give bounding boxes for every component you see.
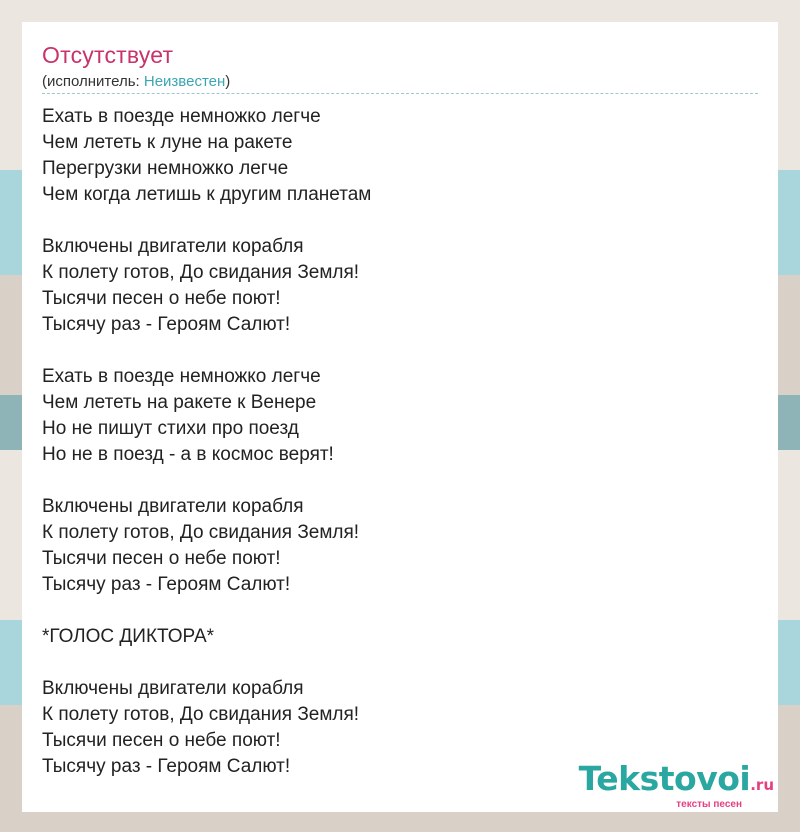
lyric-line: Перегрузки немножко легче (42, 158, 289, 179)
lyric-line: Тысячи песен о небе поют! (42, 288, 281, 309)
lyric-line: Ехать в поезде немножко легче (42, 366, 321, 387)
lyric-line (42, 650, 758, 676)
lyric-line: Но не в поезд - а в космос верят! (42, 444, 334, 465)
artist-line (42, 73, 230, 90)
logo-tagline: тексты песен (676, 799, 742, 810)
artist-link[interactable]: Неизвестен (143, 73, 226, 90)
lyric-line: Чем когда летишь к другим планетам (42, 184, 372, 205)
title-divider (42, 93, 758, 94)
lyric-line: Но не пишут стихи про поезд (42, 418, 299, 439)
song-title: Отсутствует (42, 42, 174, 68)
lyric-line (42, 598, 758, 624)
lyric-line: Включены двигатели корабля (42, 678, 304, 699)
lyric-line: Тысячу раз - Героям Салют! (42, 574, 291, 595)
lyric-line: Тысячу раз - Героям Салют! (42, 314, 291, 335)
artist-prefix: (исполнитель: (42, 73, 144, 90)
lyric-line: Тысячи песен о небе поют! (42, 730, 281, 751)
lyric-line: Ехать в поезде немножко легче (42, 106, 321, 127)
site-logo[interactable] (578, 759, 774, 810)
lyrics-card (22, 22, 778, 812)
lyric-line: К полету готов, До свидания Земля! (42, 522, 360, 543)
lyric-line: *ГОЛОС ДИКТОРА* (42, 626, 215, 647)
logo-tld: .ru (750, 776, 774, 794)
lyric-line (42, 468, 758, 494)
lyric-line: К полету готов, До свидания Земля! (42, 262, 360, 283)
lyrics-text (42, 104, 758, 780)
lyric-line: К полету готов, До свидания Земля! (42, 704, 360, 725)
lyric-line (42, 338, 758, 364)
lyric-line: Чем лететь на ракете к Венере (42, 392, 317, 413)
lyric-line (42, 208, 758, 234)
lyric-line: Тысячи песен о небе поют! (42, 548, 281, 569)
lyric-line: Чем лететь к луне на ракете (42, 132, 293, 153)
logo-wordmark (578, 759, 774, 802)
lyric-line: Включены двигатели корабля (42, 496, 304, 517)
logo-name: Tekstovoi (578, 759, 751, 798)
artist-suffix: ) (225, 73, 231, 90)
lyric-line: Включены двигатели корабля (42, 236, 304, 257)
lyric-line: Тысячу раз - Героям Салют! (42, 756, 291, 777)
